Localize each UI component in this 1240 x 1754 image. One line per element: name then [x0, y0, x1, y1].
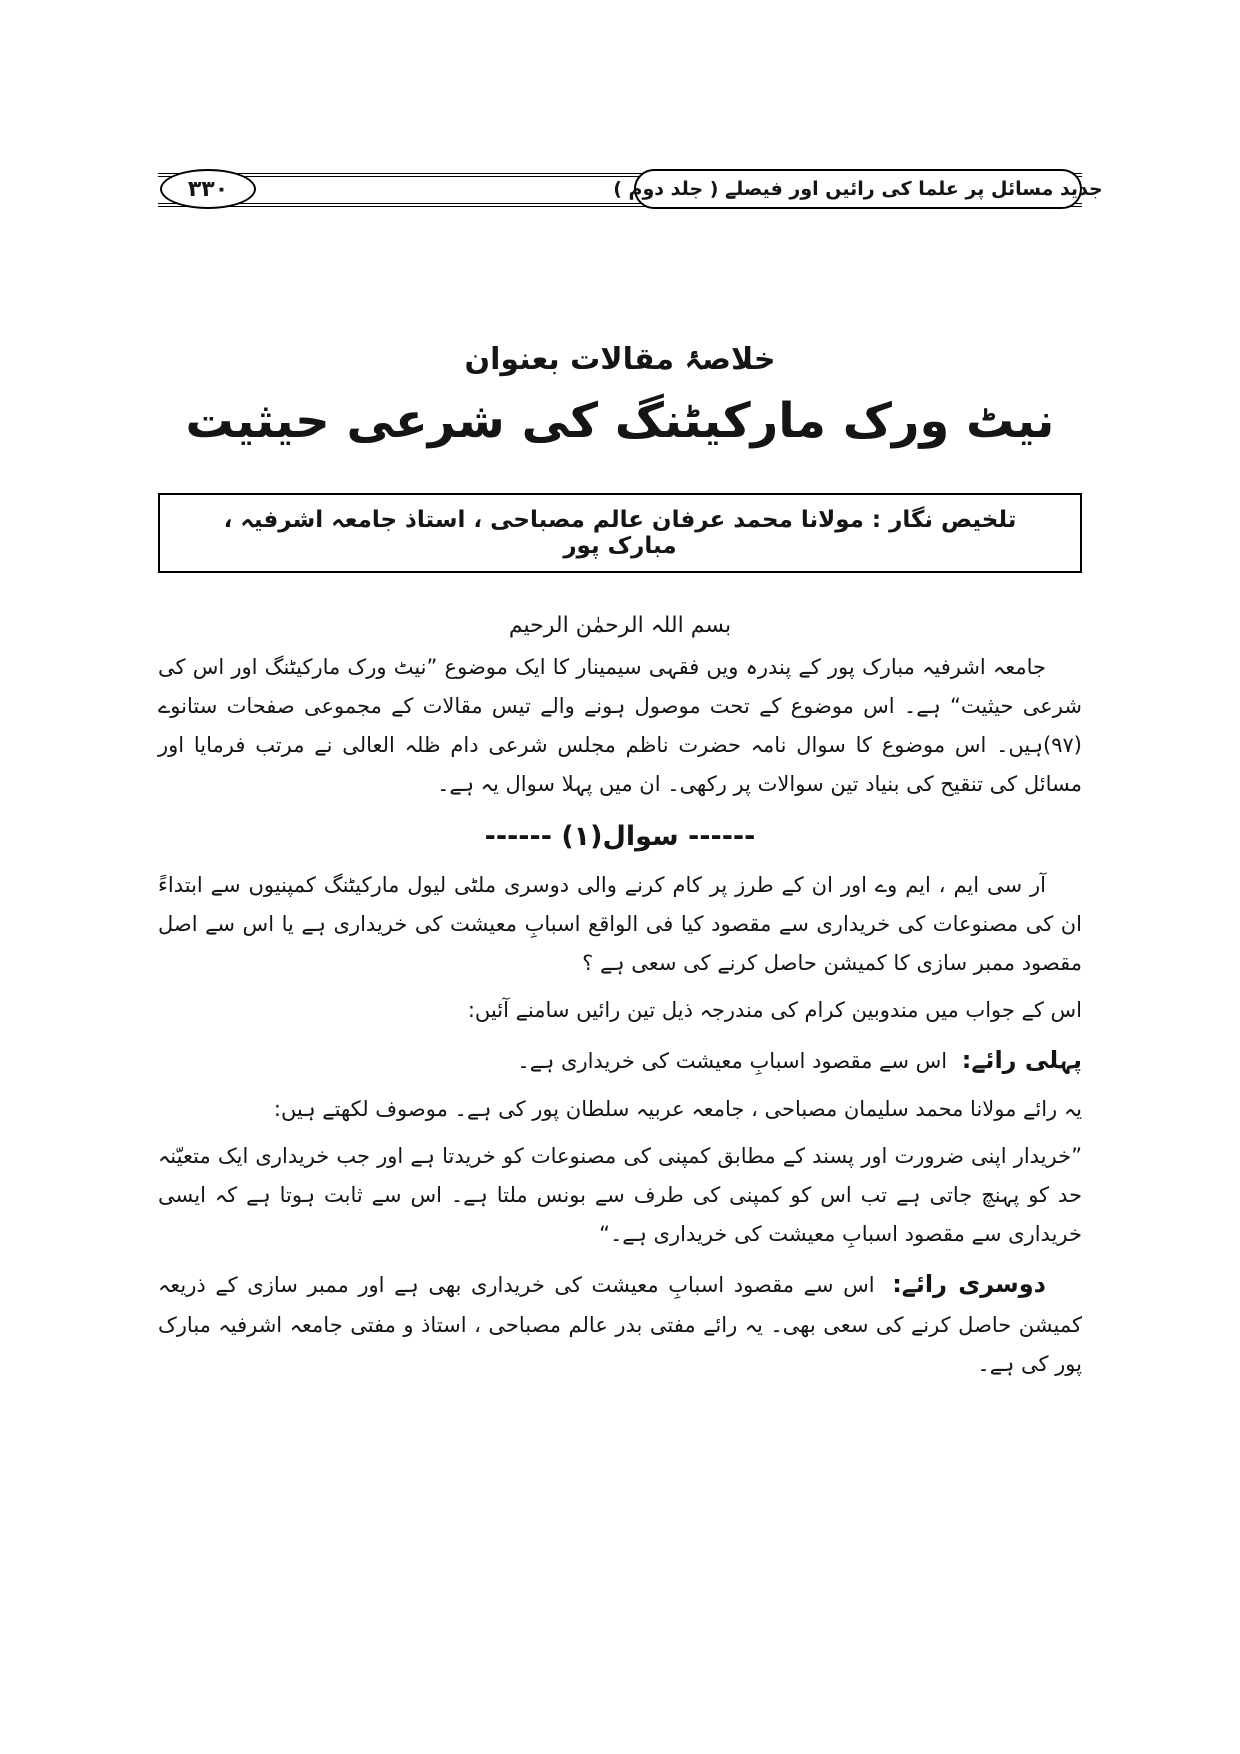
intro-paragraph: جامعہ اشرفیہ مبارک پور کے پندرہ ویں فقہی سیمینار کا ایک موضوع ”نیٹ ورک مارکیٹنگ اور اس کی شرعی حیثیت“ ہے۔ اس موضوع کے تحت موصول ہونے والے تیس مقالات کے مجموعی صفحات ستانوے (۹۷)ہیں۔ اس موضوع کا سوال نامہ حضرت ناظم مجلس شرعی دام ظلہ العالی نے مرتب فرمایا اور مسائل کی تنقیح کی بنیاد تین سوالات پر رکھی۔ ان میں پہلا سوال یہ ہے۔ [158, 655, 1082, 796]
page-header [158, 166, 1103, 214]
question-label: سوال(۱) [561, 821, 679, 853]
bismillah-line: بسم اللہ الرحمٰن الرحیم [508, 613, 732, 638]
kicker-title: خلاصۂ مقالات بعنوان [464, 342, 776, 377]
byline-text: تلخیص نگار : مولانا محمد عرفان عالم مصباحی ، استاذ جامعہ اشرفیہ ، مبارک پور [223, 507, 1017, 559]
lead-in-line: اس کے جواب میں مندوبین کرام کی مندرجہ ذیل تین رائیں سامنے آئیں: [467, 997, 1082, 1022]
opinion-2-text: اس سے مقصود اسبابِ معیشت کی خریداری بھی ہے اور ممبر سازی کے ذریعہ کمیشن حاصل کرنے کی سعی بھی۔ یہ رائے مفتی بدر عالم مصباحی ، استاذ و مفتی جامعہ اشرفیہ مبارک پور کی ہے۔ [158, 1272, 1082, 1376]
dash-left: ------ [688, 821, 756, 853]
opinion-2-label: دوسری رائے: [892, 1269, 1046, 1298]
book-title-cartouche: جدید مسائل پر علما کی رائیں اور فیصلے ( جلد دوم ) [634, 169, 1082, 209]
dash-right: ------ [484, 821, 552, 853]
question-paragraph: آر سی ایم ، ایم وے اور ان کے طرز پر کام کرنے والی دوسری ملٹی لیول مارکیٹنگ کمپنیوں سے ابتداءً ان کی مصنوعات کی خریداری سے مقصود کیا فی الواقع اسبابِ معیشت کی خریداری ہے یا اس سے اصل مقصود ممبر سازی کا کمیشن حاصل کرنے کی سعی ہے ؟ [158, 873, 1082, 976]
opinion-1-source: یہ رائے مولانا محمد سلیمان مصباحی ، جامعہ عربیہ سلطان پور کی ہے۔ موصوف لکھتے ہیں: [273, 1097, 1082, 1122]
page-content [158, 342, 1082, 1384]
opinion-1-paragraph [158, 1038, 1082, 1082]
byline-box [158, 493, 1082, 573]
question-heading [158, 821, 1082, 852]
opinion-1-text: اس سے مقصود اسبابِ معیشت کی خریداری ہے۔ [517, 1048, 948, 1073]
opinion-2-paragraph [158, 1262, 1082, 1384]
opinion-1-label: پہلی رائے: [961, 1045, 1082, 1074]
main-title: نیٹ ورک مارکیٹنگ کی شرعی حیثیت [185, 393, 1055, 449]
page-number: ۳۳۰ [160, 169, 256, 209]
quote-paragraph: ”خریدار اپنی ضرورت اور پسند کے مطابق کمپنی کی مصنوعات کو خریدتا ہے اور جب خریداری ایک متعیّنہ حد کو پہنچ جاتی ہے تب اس کو کمپنی کی طرف سے بونس ملتا ہے۔ اس سے ثابت ہوتا ہے کہ ایسی خریداری سے مقصود اسبابِ معیشت کی خریداری ہے۔“ [158, 1143, 1082, 1246]
